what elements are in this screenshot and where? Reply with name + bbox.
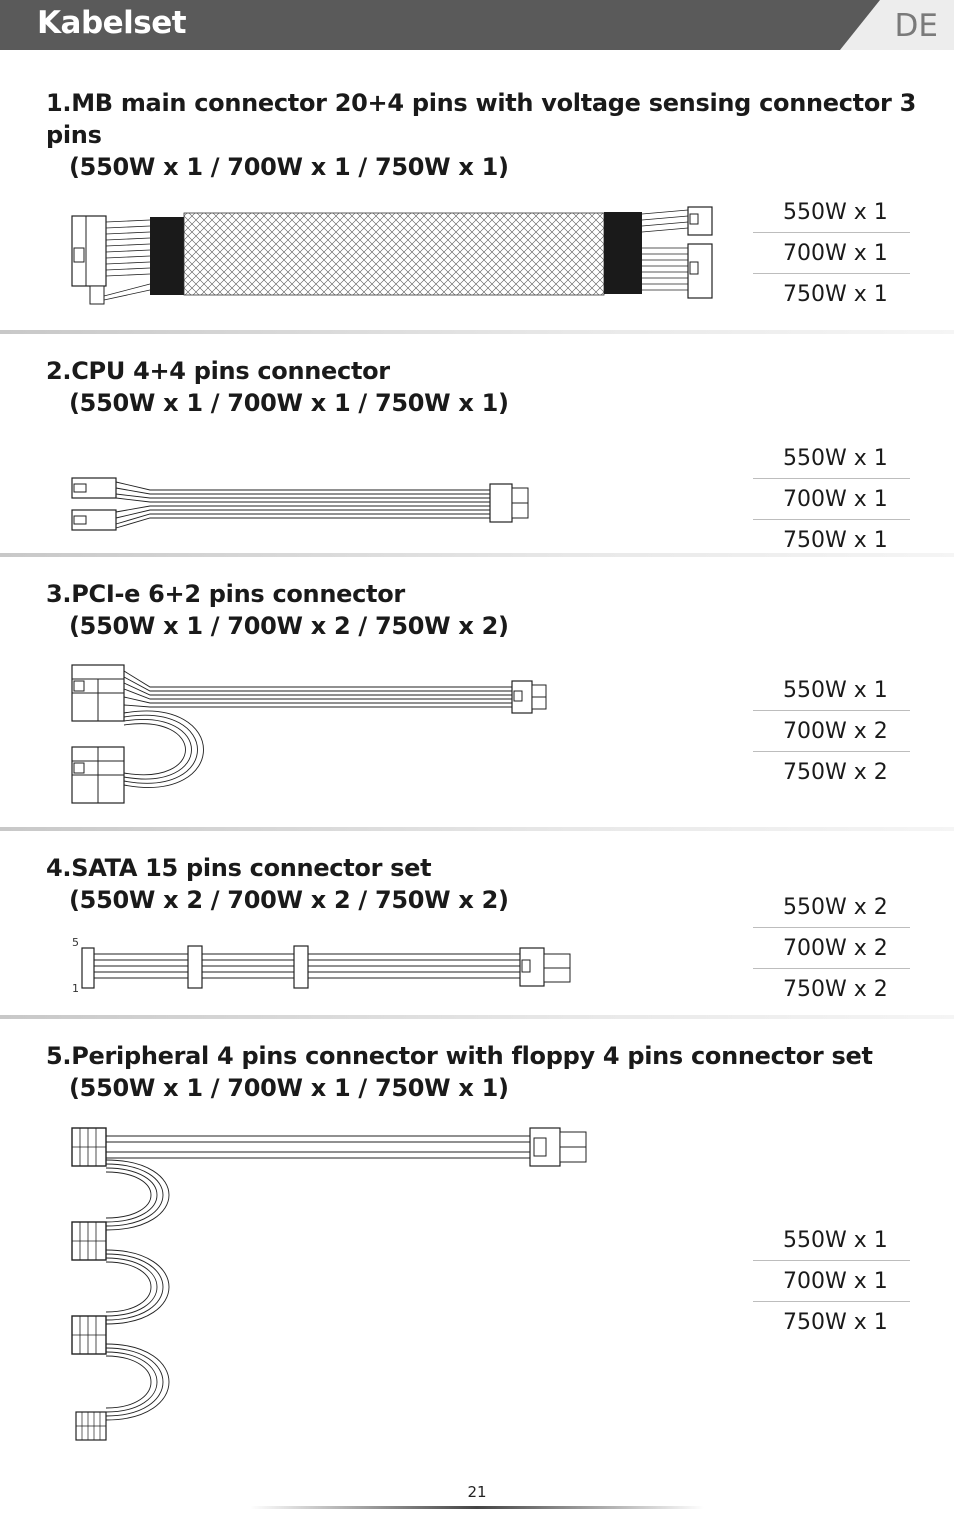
quantity-row: 750W x 2 — [783, 760, 888, 785]
quantity-row: 550W x 2 — [753, 887, 910, 928]
sata-pin-label-top: 5 — [72, 936, 79, 949]
section-4-title — [46, 852, 509, 916]
quantity-row: 700W x 1 — [753, 233, 910, 274]
pcie-connector-cable-illustration — [0, 655, 954, 815]
sata-pin-label-bottom: 1 — [72, 982, 79, 995]
section-divider — [0, 553, 954, 557]
section-1-title-line2: (550W x 1 / 700W x 1 / 750W x 1) — [69, 153, 509, 181]
section-2-title — [46, 355, 509, 419]
section-3-title-line2: (550W x 1 / 700W x 2 / 750W x 2) — [69, 612, 509, 640]
section-divider — [0, 330, 954, 334]
section-5-title — [46, 1040, 873, 1104]
quantity-row: 700W x 1 — [753, 1261, 910, 1302]
quantity-row: 700W x 1 — [753, 479, 910, 520]
quantity-row: 550W x 1 — [753, 192, 910, 233]
language-code: DE — [894, 8, 938, 44]
quantity-row: 750W x 2 — [783, 977, 888, 1002]
section-divider — [0, 1015, 954, 1019]
quantity-row: 750W x 1 — [783, 1310, 888, 1335]
quantity-row: 750W x 1 — [783, 282, 888, 307]
quantity-row: 550W x 1 — [753, 1220, 910, 1261]
quantity-row: 550W x 1 — [753, 438, 910, 479]
section-3-title — [46, 578, 509, 642]
peripheral-floppy-connector-cable-illustration — [0, 1120, 954, 1450]
mb-main-connector-cable-illustration — [0, 0, 954, 330]
section-2-title-line2: (550W x 1 / 700W x 1 / 750W x 1) — [69, 389, 509, 417]
quantity-row: 550W x 1 — [753, 670, 910, 711]
section-4-title-line2: (550W x 2 / 700W x 2 / 750W x 2) — [69, 886, 509, 914]
footer-rule — [250, 1506, 704, 1509]
quantity-row: 700W x 2 — [753, 711, 910, 752]
cpu-connector-cable-illustration — [0, 460, 954, 540]
section-1-title-line1: 1.MB main connector 20+4 pins with voltage sensing connector 3 pins — [46, 89, 917, 149]
sata-connector-cable-illustration — [0, 940, 954, 1000]
section-divider — [0, 827, 954, 831]
section-3-title-line1: 3.PCI-e 6+2 pins connector — [46, 580, 405, 608]
section-2-title-line1: 2.CPU 4+4 pins connector — [46, 357, 390, 385]
section-5-title-line1: 5.Peripheral 4 pins connector with floppy 4 pins connector set — [46, 1042, 873, 1070]
section-5-title-line2: (550W x 1 / 700W x 1 / 750W x 1) — [69, 1074, 509, 1102]
quantity-row: 700W x 2 — [753, 928, 910, 969]
quantity-row: 750W x 1 — [783, 528, 888, 553]
page-number: 21 — [467, 1483, 487, 1501]
section-4-title-line1: 4.SATA 15 pins connector set — [46, 854, 432, 882]
page-title: Kabelset — [37, 5, 187, 41]
